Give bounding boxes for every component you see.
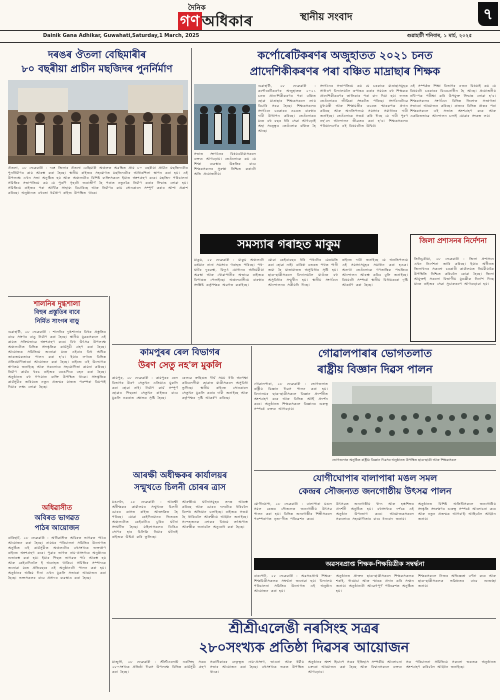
section-title: স্থানীয় সংবাদ: [300, 12, 353, 23]
drama-headline-2: বিহুৰ প্ৰস্তুতিৰ বাবে: [34, 309, 80, 316]
thief-body-text-2: আৰক্ষীয়ে ঘটনাসমূহৰ তদন্ত আৰম্ভ কৰিছে আৰু চোৰৰ দলটোক ধৰিবলৈ বিশেষ অভিযান চলাইছে। ৰাইজক সতৰ্ক হৈ থাকিবলৈ আৰক্ষীয়ে আহ্বান জনাইছে। সন্দেহজনক লোকৰ বিষয়ে তৎক্ষণাত আৰক্ষীক জনাবলৈ অনুৰোধ কৰা হৈছে।: [182, 500, 248, 529]
satra-body-text-3: অনুষ্ঠানৰ অংশ হিচাপে সত্ৰৰ ইতিহাস সম্পৰ্কীয় আলোচনা চক্ৰৰো আয়োজন কৰা হৈছে আৰু বিদ্বানসকলে বক্তব্য আগবঢ়াব।: [308, 660, 402, 674]
makum-body-text-3: ৰাইজে দাবী জনাইছে যে অনতিপলমে এই সমস্যাসমূহৰ সমাধান কৰা হওক। অন্যথা তেওঁলোকে গণতান্ত্ৰিক পদ্ধতিৰে আন্দোলন আৰম্ভ কৰিব বুলি জনাইছে। বিষয়টো সম্পৰ্কে স্থানীয় বিধায়কৰো দৃষ্টি আকৰ্ষণ কৰা হৈছে।: [342, 258, 408, 287]
bhagwat-headline-2: অবিৰত ভাগৱত: [34, 513, 80, 522]
drama-body-text: গুৱাহাটী, ২৮ ফেব্ৰুৱাৰী : শালনিৰ দুগ্ধশালাৰ বিহুৰ প্ৰস্তুতিৰ বাবে সাংগৰ বাড়ু নিৰ্মাণ কৰা হৈছে। স্থানীয় যুৱকসকলে এই কামত সক্ৰিয়ভাৱে অংশগ্ৰহণ কৰে। বিহু উৎসৱ উপলক্ষে অঞ্চলটোত বিভিন্ন সাংস্কৃতিক কাৰ্যসূচী গ্ৰহণ কৰা হৈছে। আয়োজক সমিতিয়ে জনোৱা মতে এইবাৰ বিহু অধিক জাকজমকতাৰে পালন কৰা হ'ব। ইয়াৰ লগতে বিভিন্ন প্ৰতিযোগিতাৰো আয়োজন কৰা হৈছে। ৰাইজে এই উদ্যোগক স্বাগতম জনাইছে আৰু সকলোৰে সহযোগিতা কামনা কৰিছে। নিৰ্মাণ কাৰ্যৰ খৰচ ৰাইজৰ বৰঙণিৰে বহন কৰা হৈছে। অনুষ্ঠানত বহু গণ্যমান্য ব্যক্তি উপস্থিত থাকে। সাংস্কৃতিক কাৰ্যসূচীৰ জৰিয়তে নতুন প্ৰজন্মৰ মাজত পৰম্পৰা বিয়পাই দিয়াৰ লক্ষ্য লোৱা হৈছে।: [8, 330, 106, 389]
jubilee-headline-1: যোগীঘোপাৰ বালাপাৰা মঙল সমল: [312, 474, 438, 484]
district-headline: জিলা প্ৰশাসনৰ নিৰ্দেশনা: [419, 236, 487, 245]
teacher-photo: [194, 84, 256, 150]
bhagwat-headline-1: অধিৱাসীত: [42, 503, 72, 512]
left-column-divider: [8, 296, 108, 297]
retired-banner: অৱসৰপ্ৰাপ্ত শিক্ষক-শিক্ষয়িত্ৰীক সম্বৰ্দ্ধনা: [254, 558, 496, 570]
column-rule-1: [109, 296, 110, 692]
mosque-headline-1: দৰঙৰ ঔতলা বেছিমাৰীৰ: [48, 50, 146, 61]
column-rule-2: [191, 48, 192, 344]
thief-body-text-1: মঙলদৈ, ২৮ ফেব্ৰুৱাৰী : আৰক্ষী অধীক্ষকৰ কাৰ্যালয়ৰ সন্মুখতে চিলনী চোৰৰ ত্ৰাসত ৰাইজ আতংকিত হৈ পৰিছে। যোৱা কেইদিনমানৰ ভিতৰত অঞ্চলটোত কেইবাটাও চুৰিৰ ঘটনা সংঘটিত হৈছে। মহিলাসকলৰ ডিঙিৰ সোণৰ হাৰ চিলিকি নিয়াৰ ঘটনাই ৰাইজক উদ্বিগ্ন কৰি তুলিছে।: [112, 500, 178, 539]
mosque-photo: [8, 80, 188, 164]
satra-headline-1: শ্ৰীশ্ৰীএলেঙী নৰসিংহ সত্ৰৰ: [228, 621, 380, 637]
teacher-body-text-2: সংগঠনৰ সভাপতিয়ে কয় যে চৰকাৰে মাদ্ৰাছাসমূহক সাধাৰণ বিদ্যালয়লৈ ৰূপান্তৰ কৰাৰ সময়ত বহু শিক্ষকক প্ৰাদেশিকীকৰণৰ তালিকাৰ পৰা বাদ দিয়া হয়। ফলত তেওঁলোকৰ জীৱিকা সংকটত পৰিছে। সংগঠনটোৱে মুখ্যমন্ত্ৰী আৰু শিক্ষামন্ত্ৰীৰ ওচৰত স্মাৰকপত্ৰ প্ৰদান কৰিছে আৰু অনতিপলমে সমস্যাৰ সমাধানৰ দাবী জনাইছে। তেওঁলোকে সতৰ্ক কৰি দিছে যে দাবী পূৰণ নহ'লে আন্দোলন তীব্ৰতৰ কৰা হ'ব। শিক্ষকসকলৰ পৰিয়ালবৰ্গও এই বিষয়টোত উদ্বিগ্ন।: [320, 84, 408, 128]
logo-daily-label: দৈনিক: [188, 3, 206, 12]
science-photo: [332, 382, 496, 456]
makum-banner: সমস্যাৰ গৰাহত মাকুম: [200, 234, 378, 254]
science-photo-caption: [332, 458, 496, 468]
masthead: [0, 0, 500, 44]
jubilee-body-text-3: অনুষ্ঠানত বিশিষ্ট অতিথিসকলে জনগোষ্ঠীয় সংস্কৃতি সংৰক্ষণৰ গুৰুত্ব সম্পৰ্কে আলোচনা কৰে আৰু নতুন প্ৰজন্মক আগবাঢ়ি আহিবলৈ আহ্বান জনায়।: [418, 502, 496, 521]
railway-body-text-2: ৰেলৱে ক্ৰছিঙত দীৰ্ঘ সময় ধৰি অপেক্ষা কৰিবলগীয়া হোৱাত যাত্ৰীসকলে অসুবিধা ভুগিছে। স্থানীয় ৰাইজে সোনকালে সেতুখন মুকলি কৰাৰ দাবী জনাইছে আৰু কৰ্তৃপক্ষৰ দৃষ্টি আকৰ্ষণ কৰিছে।: [182, 376, 248, 400]
satra-top-rule: [112, 618, 496, 619]
retired-body-text-3: শিক্ষকসকলে নিজৰ অভিজ্ঞতা বৰ্ণনা কৰে আৰু ছাত্ৰ-ছাত্ৰীসকলক ভৱিষ্যতৰ বাবে শুভেচ্ছা জনায়।: [418, 574, 496, 588]
mosque-body-text: ঔতলা, ২৮ ফেব্ৰুৱাৰী : দৰং জিলাৰ ঔতলা বেছিমাৰী অঞ্চলত অৱস্থিত প্ৰায় ৮০ বছৰীয়া প্ৰাচীন মছজিদটোৰ পুনৰ্নিৰ্মাণৰ কাম আৰম্ভ কৰা হৈছে। স্থানীয় ৰাইজৰ সহযোগত মছজিদটোৰ আধাৰশিলা স্থাপন কৰা হয়। এই উপলক্ষে এখন সভা অনুষ্ঠিত হয় আৰু অঞ্চলটোৰ বিশিষ্ট ব্যক্তিসকলে ইয়াত অংশগ্ৰহণ কৰে। মছজিদ পৰিচালনা সমিতিৰ সভাপতিয়ে কয় যে পুৰণি গৃহটো জৰাজীৰ্ণ হৈ পৰাত নতুনকৈ নিৰ্মাণ কৰাৰ সিদ্ধান্ত লোৱা হয়। সমিতিয়ে ৰাইজৰ পৰা আৰ্থিক সাহায্য বিচাৰিছে আৰু নিৰ্মাণৰ কাম সোনকালে সম্পূৰ্ণ কৰাৰ আশা প্ৰকাশ কৰিছে। অনুষ্ঠানত বহুতো ধৰ্মপ্ৰাণ ৰাইজ উপস্থিত থাকে।: [8, 166, 188, 195]
railway-headline-1: কামপুৰৰ ৰেল বিভাগৰ: [140, 348, 220, 358]
retired-body-text-2: অনুষ্ঠানত প্ৰাক্তন ছাত্ৰ-ছাত্ৰীসকলে শিক্ষকসকলক শৰাই, গামোচা আৰু স্মাৰক প্ৰদান কৰি সন্মান জনায়। অনুষ্ঠানটো আৱেগপূৰ্ণ পৰিৱেশত অনুষ্ঠিত হয়।: [336, 574, 414, 593]
makum-body-text-1: মাকুম, ২৮ ফেব্ৰুৱাৰী : মাকুম অঞ্চলটো বৰ্তমান নানা সমস্যাৰ গৰাহত পৰিছে। পথ-ঘাটৰ দুৰৱস্থা, বিদ্যুৎ যোগানৰ অনিয়মীয়া অৱস্থা আৰু খোৱাপানীৰ অভাৱে ৰাইজক বিপাঙত পেলাইছে। অঞ্চলবাসীয়ে বাৰম্বাৰ সংশ্লিষ্ট কৰ্তৃপক্ষক অৱগত কৰাইছে।: [194, 258, 264, 287]
satra-body-text-1: মাজুলী, ২৮ ফেব্ৰুৱাৰী : শ্ৰীশ্ৰীএলেঙী নৰসিংহ সত্ৰৰ ২৮০সংখ্যক প্ৰতিষ্ঠা দিৱস উপলক্ষে বিভিন্ন কাৰ্যসূচী গ্ৰহণ কৰা হৈছে।: [112, 660, 206, 674]
mosque-headline-2: ৮০ বছৰীয়া প্ৰাচীন মছজিদৰ পুনৰ্নিৰ্মাণ: [21, 64, 173, 75]
satra-body-text-4: সত্ৰ পৰিচালনা সমিতিয়ে সকলো ভকতক অনুষ্ঠানত অংশগ্ৰহণ কৰিবলৈ আহ্বান জনাইছে।: [406, 660, 496, 669]
jubilee-headline-2: কেন্দ্ৰৰ সৌজন্যত জনগোষ্ঠীয় উৎসৱ পালন: [298, 487, 452, 497]
logo-gana: গণ: [180, 12, 200, 30]
retired-body-text-1: বাৰপেটা, ২৮ ফেব্ৰুৱাৰী : অৱসৰপ্ৰাপ্ত শিক্ষক-শিক্ষয়িত্ৰীসকলক সম্বৰ্দ্ধনা জনোৱা হয়। বিদ্যালয় পৰিচালনা সমিতিৰ উদ্যোগত এই অনুষ্ঠান আয়োজন কৰা হয়।: [254, 574, 332, 593]
thief-headline-2: সন্মুখতে চিলনী চোৰৰ ত্ৰাস: [134, 483, 226, 493]
science-divider: [254, 470, 496, 471]
jubilee-body-text-2: উৎসৱত জনগোষ্ঠীয় খাদ্য আৰু হস্তশিল্পৰ প্ৰদৰ্শনী অনুষ্ঠিত হয়। বহুসংখ্যক দৰ্শকে এই অনুষ্ঠান উপভোগ কৰে। আয়োজকসকলে সকলোৰে সহযোগিতাৰ বাবে ধন্যবাদ জনায়।: [336, 502, 414, 521]
thief-headline-1: আৰক্ষী অধীক্ষকৰ কাৰ্যালয়ৰ: [132, 471, 227, 481]
bhagwat-body-text: বাৰিহাট, ২৮ ফেব্ৰুৱাৰী : অধিৱাসীত অবিৰত ভাগৱত পাঠৰ আয়োজন কৰা হৈছে। নামঘৰ পৰিচালনা সমিতিৰ উদ্যোগত অনুষ্ঠিত এই কাৰ্যসূচীত অঞ্চলটোৰ বহুসংখ্যক ভক্তপ্ৰাণ ৰাইজে অংশগ্ৰহণ কৰে। পুৱাৰ ভাগত নাম-প্ৰসংগৰে অনুষ্ঠানৰ শুভাৰম্ভ কৰা হয়। ইয়াৰ পিছত ভাগৱত পাঠ আৰম্ভ হয় আৰু কেইবাদিনলৈ ই অব্যাহত থাকিব। সমিতিৰ সম্পাদকে জনোৱা মতে প্ৰতিবছৰে এই অনুষ্ঠানটো পালন কৰা হয়। অনুষ্ঠানৰ অন্তিম দিনা এখন মুকলি সভাৰো আয়োজন কৰা হৈছে। ভক্তসকলৰ বাবে প্ৰসাদৰ ব্যৱস্থাও কৰা হৈছে।: [8, 536, 106, 580]
bhagwat-headline-3: পাঠৰ আয়োজন: [34, 523, 80, 532]
railway-headline-2: উৰণ সেতু নহ'ল মুকলি: [138, 361, 222, 371]
satra-headline-2: ২৮০সংখ্যক প্ৰতিষ্ঠা দিৱসৰ আয়োজন: [198, 640, 410, 656]
district-box: [410, 234, 496, 342]
middle-divider: [112, 344, 496, 345]
teacher-body-text-4: সভাত সংগঠনৰ বিষয়ববীয়াসকলে বক্তব্য আগবঢ়ায়। তেওঁলোকে কয় যে শিক্ষা ব্যৱস্থাৰ উন্নতিৰ বাবে শিক্ষকসকলৰ সুৰক্ষা নিশ্চিত কৰাটো অতি প্ৰয়োজনীয়।: [194, 152, 256, 176]
page-number: ৭: [478, 2, 498, 26]
dateline-bar: [0, 30, 500, 43]
logo-rest: অধিকাৰ: [201, 12, 253, 30]
teacher-body-text-1: গুৱাহাটী, ২৮ ফেব্ৰুৱাৰী : কৰ্পোৰেটিকৰণৰ অজুহাতত ২০২১ চনত প্ৰাদেশিকীকৰণৰ পৰা বঞ্চিত হোৱা মাদ্ৰাছাৰ শিক্ষকসকলে ন্যায় বিচাৰি সৰৱ হৈছে। শিক্ষকসকলৰ সংগঠনে চৰকাৰৰ ওচৰত বাৰম্বাৰ দাবী উত্থাপন কৰিছে। তেওঁলোকৰ মতে বহু বছৰ ধৰি সেৱা আগবঢ়াই অহা সত্ত্বেও তেওঁলোক বঞ্চিত হৈ আছে।: [258, 84, 316, 133]
science-headline-2: ৰাষ্ট্ৰীয় বিজ্ঞান দিৱস পালন: [317, 363, 433, 376]
district-body-text: তিনিচুকীয়া, ২৮ ফেব্ৰুৱাৰী : জিলা প্ৰশাসনে এখন নিৰ্দেশনা জাৰি কৰিছে। ইয়াৰ অধীনত জিলাখনৰ সকলো চৰকাৰী কাৰ্যালয়ত নিয়মীয়াকৈ উপস্থিতি নিশ্চিত কৰিবলৈ কোৱা হৈছে। জিলা আয়ুক্তই সকলো বিভাগীয় মুৰব্বীক নিৰ্দেশ দিছে যাতে ৰাইজৰ সেৱা সুচাৰুৰূপে আগবঢ়োৱা হয়।: [414, 257, 494, 286]
satra-body-text-2: সত্ৰাধিকাৰৰ নেতৃত্বত নাম-প্ৰসংগ, ভাওনা আৰু ধৰ্মীয় সভাৰ আয়োজন কৰা হৈছে। বহুসংখ্যক ভকত উপস্থিত থাকে।: [210, 660, 304, 674]
makum-body-text-2: যোৱা কেইবাবছৰ ধৰি পথটোৰ মেৰামতি কৰা হোৱা নাই। বাৰিষা বতৰত পথত পানী জমা হৈ যাতায়াতত অসুবিধাৰ সৃষ্টি হয়। ছাত্ৰ-ছাত্ৰীসকলে বিদ্যালয়লৈ যাওঁতে বহু অসুবিধাৰ সন্মুখীন হয়। স্থানীয় সংগঠনে আন্দোলনৰ সকীয়নি দিছে।: [268, 258, 338, 287]
science-body-text-1: গোৱালপাৰা, ২৮ ফেব্ৰুৱাৰী : ভোগতলাত ৰাষ্ট্ৰীয় বিজ্ঞান দিৱস পালন কৰা হয়। বিদ্যালয়ৰ ছাত্ৰ-ছাত্ৰীসকলে বিজ্ঞান প্ৰদৰ্শনীত অংশগ্ৰহণ কৰে আৰু বিভিন্ন আৰ্হি প্ৰদৰ্শন কৰে। অনুষ্ঠানত শিক্ষকসকলে বিজ্ঞানৰ গুৰুত্ব সম্পৰ্কে বক্তব্য আগবঢ়ায়।: [254, 382, 328, 411]
drama-headline-1: শালনিৰ দুগ্ধশালা: [33, 299, 81, 308]
science-caption-text: ভোগতলাত অনুষ্ঠিত ৰাষ্ট্ৰীয় বিজ্ঞান দিৱসৰ অনুষ্ঠানত উপস্থিত ছাত্ৰ-ছাত্ৰী আৰু শিক্ষকসকল: [332, 458, 457, 462]
column-rule-3: [251, 346, 252, 616]
teacher-body-text-3: এই সম্পৰ্কত শিক্ষা বিভাগৰ এজন বিষয়াই কয় যে বিষয়টো চৰকাৰৰ বিবেচনাধীন হৈ আছে। প্ৰয়োজনীয় নথি-পত্ৰ পৰীক্ষা কৰি উপযুক্ত সিদ্ধান্ত লোৱা হ'ব। শিক্ষকসকলৰ সংগঠনে বিভিন্ন জিলাত সজাগতা সভাৰো আয়োজন কৰিছে। ৰাজ্যৰ বিভিন্ন প্ৰান্তৰ পৰা শিক্ষকসকলে এই সভাত অংশগ্ৰহণ কৰে আৰু একত্ৰিতভাৱে আন্দোলন চলাই যোৱাৰ সংকল্প লয়।: [410, 84, 496, 118]
newspaper-logo: [178, 3, 296, 30]
teacher-headline-2: প্ৰাদেশিকীকৰণৰ পৰা বঞ্চিত মাদ্ৰাছাৰ শিক্ষক: [249, 65, 441, 78]
jubilee-body-text-1: যোগীঘোপা, ২৮ ফেব্ৰুৱাৰী : বালাপাৰা মঙল সমল কেন্দ্ৰৰ সৌজন্যত জনগোষ্ঠীয় উৎসৱ পালন কৰা হয়। বিভিন্ন জনগোষ্ঠীৰ শিল্পীসকলে পৰম্পৰাগত নৃত্য-গীত পৰিৱেশন কৰে।: [254, 502, 332, 521]
science-headline-1: গোৱালপাৰাৰ ভোগতলাত: [318, 347, 432, 360]
dateline-assamese: গুৱাহাটী শনিবাৰ, ১ মাৰ্চ, ২০২৫: [406, 33, 472, 39]
drama-headline-3: নিৰ্মিত সাংগৰ বাড়ু: [35, 318, 79, 325]
teacher-headline-1: কৰ্পোৰেটিকৰণৰ অজুহাতত ২০২১ চনত: [257, 49, 433, 62]
dateline-english: Dainik Gana Adhikar, Guwahati,Saturday,1 March, 2025: [43, 33, 200, 39]
railway-body-text-1: কামপুৰ, ২৮ ফেব্ৰুৱাৰী : কামপুৰৰ ৰেল বিভাগৰ উৰণ সেতুখন এতিয়াও মুকলি কৰা হোৱা নাই। নিৰ্মাণ কাৰ্য সম্পূৰ্ণ হোৱাৰ পিছতো সেতুখন ৰাইজৰ বাবে মুকলি নকৰাত ক্ষোভৰ সৃষ্টি হৈছে।: [112, 376, 178, 400]
